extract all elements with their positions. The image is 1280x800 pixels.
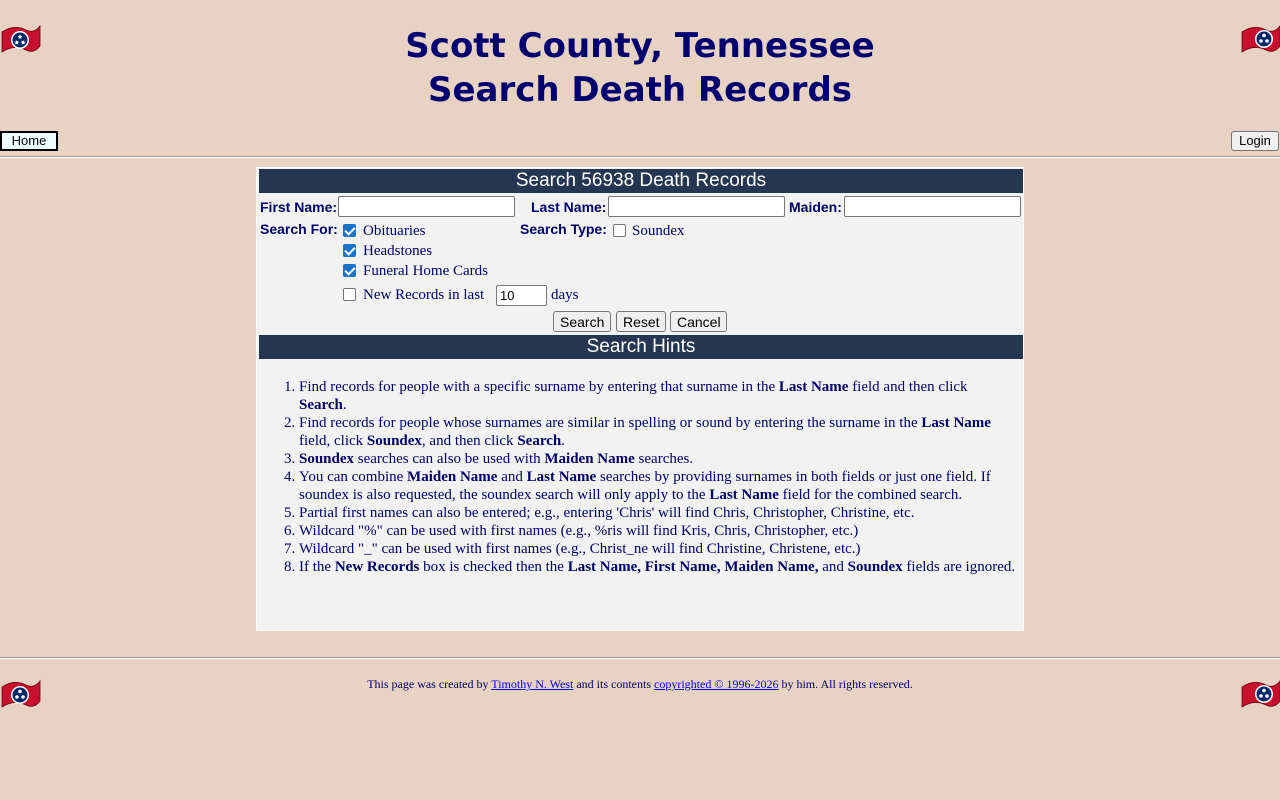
first-name-input[interactable]	[338, 196, 515, 217]
title-line-county: Scott County, Tennessee	[405, 26, 875, 66]
search-for-label: Search For:	[260, 221, 338, 237]
hints-title: Search Hints	[259, 335, 1023, 359]
soundex-checkbox[interactable]	[613, 224, 626, 237]
search-button[interactable]: Search	[553, 311, 611, 332]
page-title	[0, 24, 1280, 112]
search-panel-title: Search 56938 Death Records	[259, 169, 1023, 193]
maiden-label: Maiden:	[789, 199, 842, 215]
copyright-link[interactable]: copyrighted © 1996-2026	[654, 677, 779, 691]
home-button[interactable]: Home	[0, 131, 58, 151]
new-records-label: New Records in last	[363, 287, 485, 303]
footer-text-after: by him. All rights reserved.	[781, 677, 913, 691]
title-line-search: Search Death Records	[427, 70, 853, 110]
footer-text-before: This page was created by	[367, 677, 489, 691]
funeral-cards-label: Funeral Home Cards	[363, 263, 488, 279]
tennessee-flag-icon	[0, 675, 42, 715]
hint-item: 1. Find records for people with a specific surname by entering that surname in the Last Name field and then click Search.	[299, 378, 1023, 414]
hint-item: 2. Find records for people whose surnames are similar in spelling or sound by entering the surname in the Last Name field, click Soundex, and then click Search.	[299, 414, 1023, 450]
hint-item: 5. Partial first names can also be entered; e.g., entering 'Chris' will find Chris, Christopher, Christine, etc.	[299, 504, 1023, 522]
search-type-label: Search Type:	[520, 221, 607, 237]
hint-item: 7. Wildcard "_" can be used with first names (e.g., Christ_ne will find Christine, Christene, etc.)	[299, 540, 1023, 558]
login-button[interactable]: Login	[1231, 131, 1279, 151]
cancel-button[interactable]: Cancel	[670, 311, 727, 332]
hint-item: 4. You can combine Maiden Name and Last Name searches by providing surnames in both fields or just one field. If soundex is also requested, the soundex search will only apply to the Last Name field for the combined search.	[299, 468, 1023, 504]
footer	[0, 677, 1280, 692]
hints-list	[259, 378, 1023, 576]
last-name-label: Last Name:	[531, 199, 607, 215]
headstones-checkbox[interactable]	[343, 244, 356, 257]
obituaries-checkbox[interactable]	[343, 224, 356, 237]
first-name-label: First Name:	[260, 199, 338, 215]
tennessee-flag-icon	[1240, 675, 1280, 715]
reset-button[interactable]: Reset	[616, 311, 666, 332]
funeral-cards-checkbox[interactable]	[343, 264, 356, 277]
divider	[0, 657, 1280, 659]
search-panel	[256, 167, 1024, 631]
days-label: days	[551, 287, 579, 303]
hint-item: 6. Wildcard "%" can be used with first names (e.g., %ris will find Kris, Chris, Christopher, etc.)	[299, 522, 1023, 540]
divider	[0, 156, 1280, 158]
author-link[interactable]: Timothy N. West	[491, 677, 574, 691]
soundex-label: Soundex	[632, 223, 685, 239]
hint-item: 8. If the New Records box is checked then the Last Name, First Name, Maiden Name, and Soundex fields are ignored.	[299, 558, 1023, 576]
new-records-checkbox[interactable]	[343, 288, 356, 301]
obituaries-label: Obituaries	[363, 223, 426, 239]
last-name-input[interactable]	[608, 196, 785, 217]
days-input[interactable]	[496, 285, 547, 306]
headstones-label: Headstones	[363, 243, 433, 259]
hint-item: 3. Soundex searches can also be used with Maiden Name searches.	[299, 450, 1023, 468]
footer-text-middle: and its contents	[576, 677, 652, 691]
maiden-input[interactable]	[844, 196, 1021, 217]
